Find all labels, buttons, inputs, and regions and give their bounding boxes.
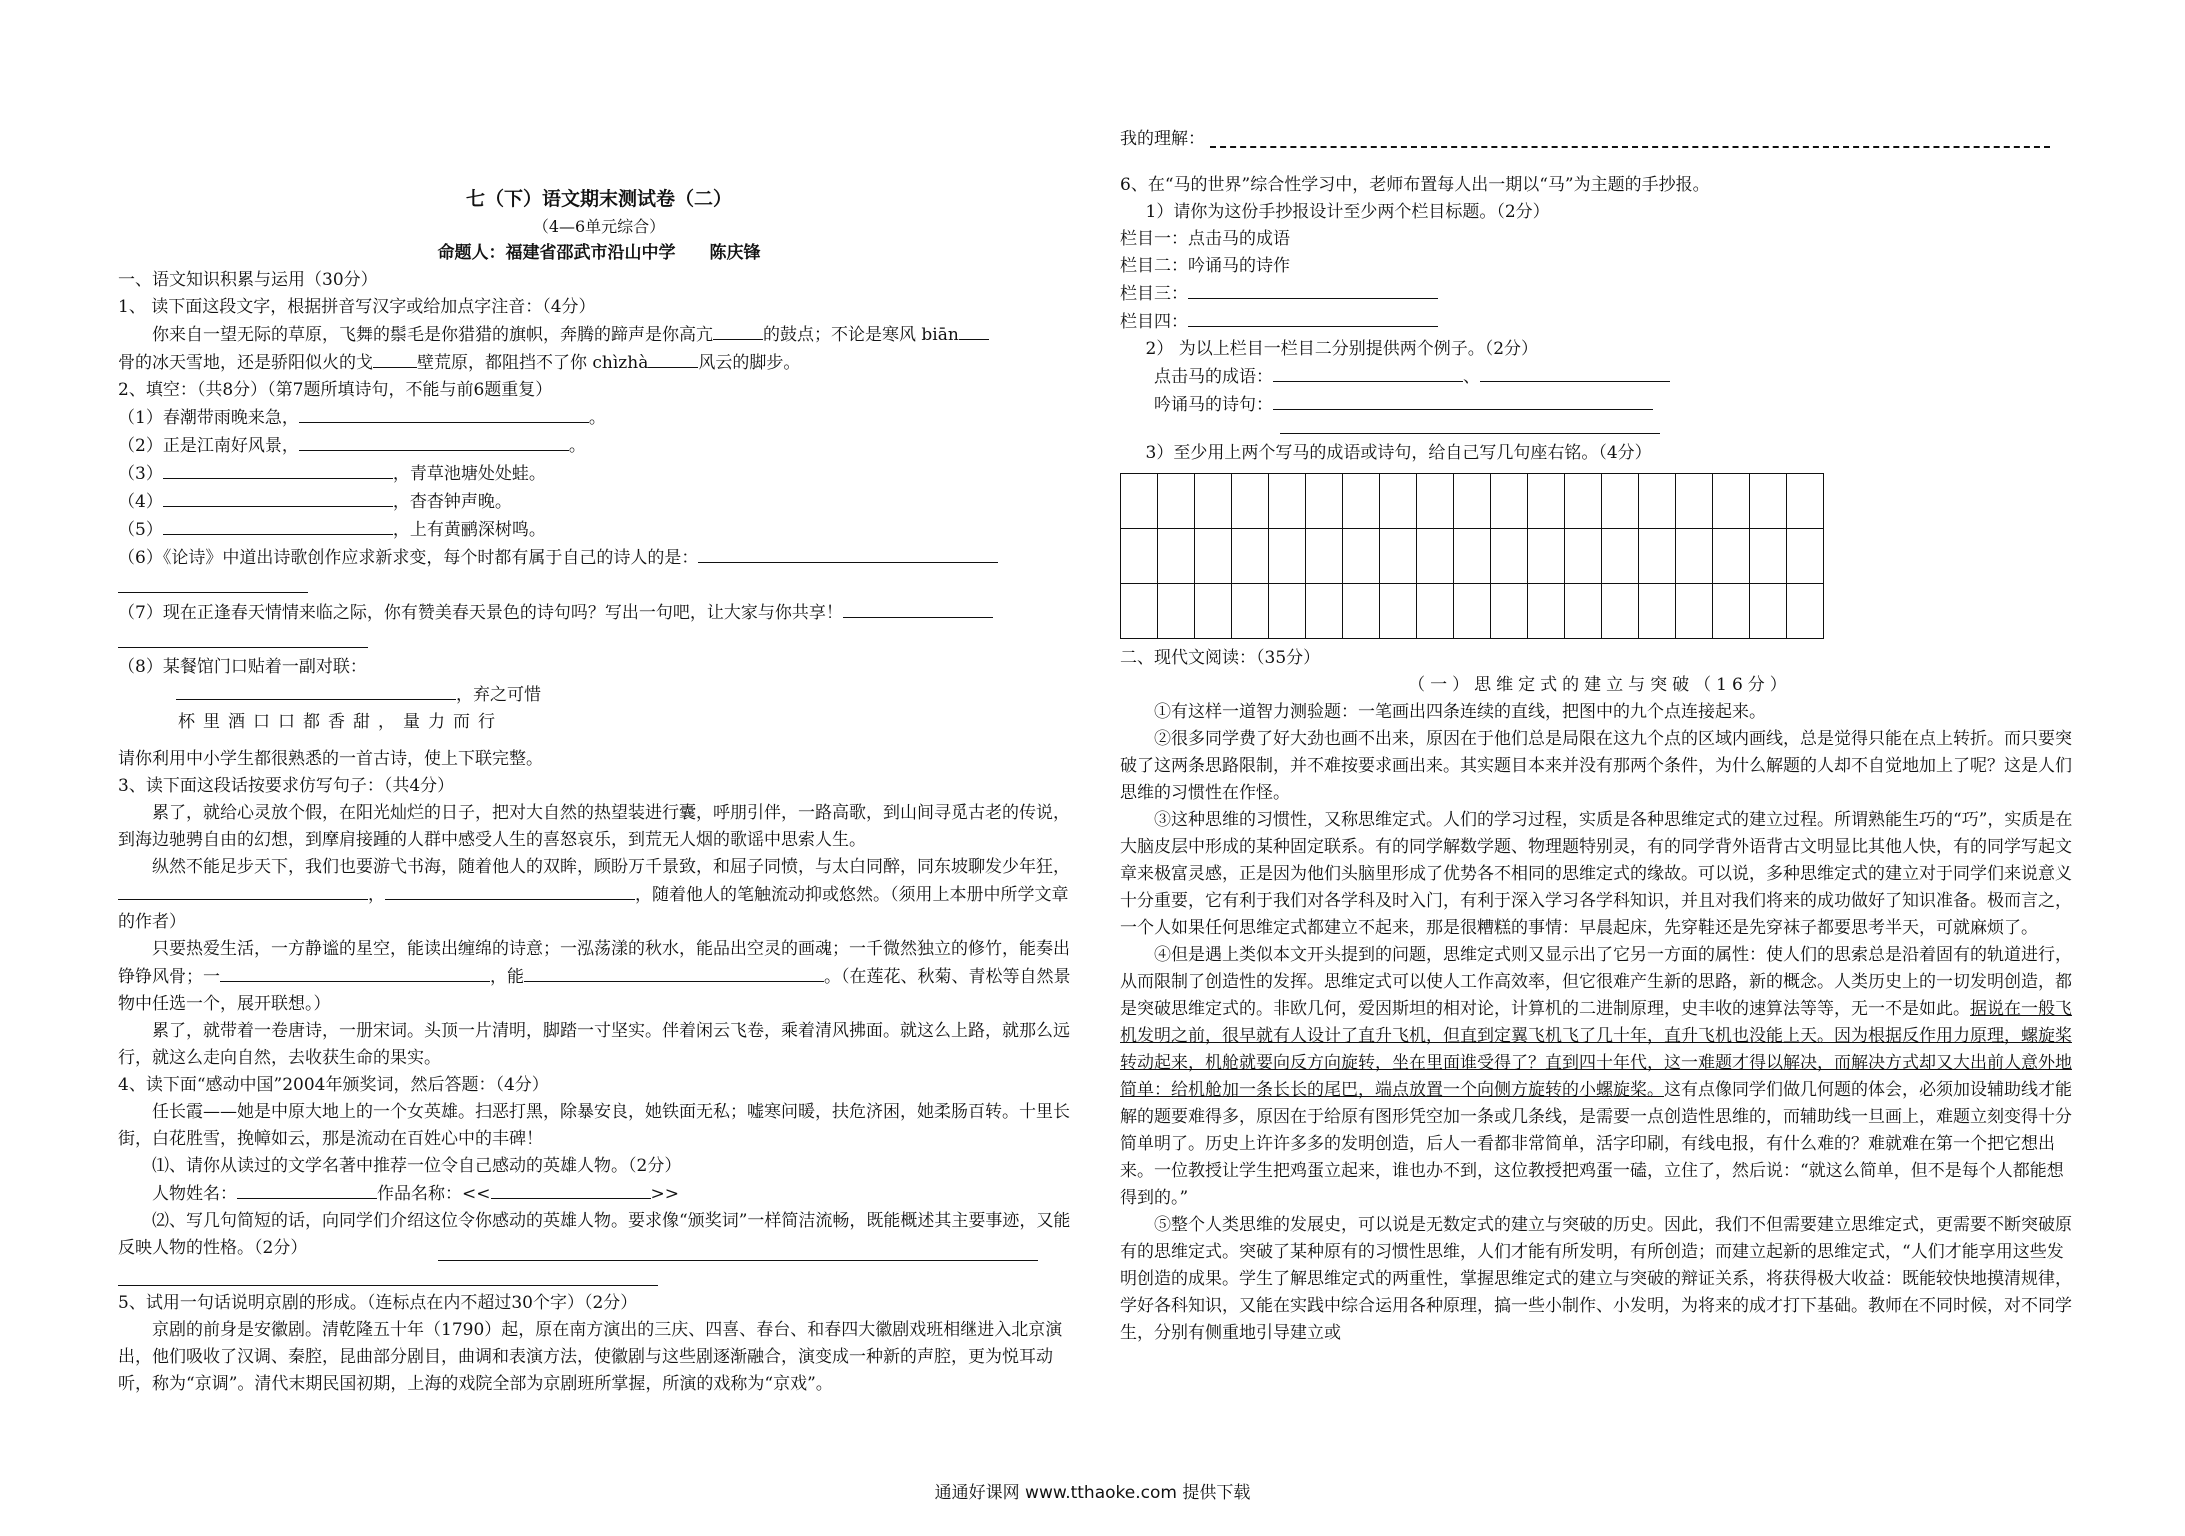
q2-item-4 bbox=[118, 488, 1080, 516]
q4-2: ⑵、写几句简短的话，向同学们介绍这位令你感动的英雄人物。要求像“颁奖词”一样简洁流畅，既能概述其主要事迹，又能反映人物的性格。（2分） bbox=[118, 1211, 1071, 1258]
para-4-a: ④但是遇上类似本文开头提到的问题，思维定式则又显示出了它另一方面的属性：使人们的思索总是沿着固有的轨道进行，从而限制了创造性的发挥。思维定式可以使人工作高效率，但它很难产生新的思路，新的概念。人类历史上的一切发明创造，都是突破思维定式的。非欧几何，爱因斯坦的相对论，计算机的二进制原理，史丰收的速算法等等，无一不是如此。 bbox=[1120, 945, 2072, 1019]
writing-grid[interactable] bbox=[1120, 473, 1824, 639]
grid-cell[interactable] bbox=[1343, 529, 1380, 584]
q3-blank-1[interactable] bbox=[118, 881, 368, 900]
q3-blank-4[interactable] bbox=[524, 963, 824, 982]
grid-cell[interactable] bbox=[1528, 529, 1565, 584]
grid-row bbox=[1121, 584, 1824, 639]
q2-item-4-text: （4） bbox=[118, 492, 163, 512]
grid-cell[interactable] bbox=[1602, 584, 1639, 639]
couplet-line-2: 杯里酒口口都香甜，量力而行 bbox=[178, 712, 503, 732]
col-3-field[interactable] bbox=[1188, 280, 1438, 299]
grid-cell[interactable] bbox=[1565, 474, 1602, 529]
q2-blank-7[interactable] bbox=[843, 599, 993, 618]
q1-text-c: 骨的冰天雪地，还是骄阳似火的戈 bbox=[118, 353, 373, 373]
grid-cell[interactable] bbox=[1528, 474, 1565, 529]
grid-cell[interactable] bbox=[1158, 584, 1195, 639]
q1-text-d: 壁荒原，都阻挡不了你 chìzhà bbox=[417, 353, 649, 373]
q1-text bbox=[118, 321, 1080, 349]
q1-blank-3[interactable] bbox=[373, 349, 417, 368]
q2-item-2-text: （2）正是江南好风景， bbox=[118, 436, 299, 456]
q2-item-3-text: （3） bbox=[118, 464, 163, 484]
q2-item-2-tail: 。 bbox=[568, 436, 586, 456]
left-column bbox=[118, 186, 1080, 1398]
grid-cell[interactable] bbox=[1343, 584, 1380, 639]
grid-cell[interactable] bbox=[1787, 584, 1824, 639]
q4-p: 任长霞——她是中原大地上的一个女英雄。扫恶打黑，除暴安良，她铁面无私；嘘寒问暖，扶危济困，她柔肠百转。十里长街，白花胜雪，挽幛如云，那是流动在百姓心中的丰碑！ bbox=[118, 1102, 1070, 1149]
q3-p2-a: 纵然不能足步天下，我们也要游弋书海，随着他人的双眸，顾盼万千景致，和屈子同愤，与太白同醉，同东坡聊发少年狂， bbox=[152, 857, 1070, 877]
footer-source: 通通好课网 www.tthaoke.com 提供下载 bbox=[934, 1483, 1251, 1503]
grid-cell[interactable] bbox=[1602, 474, 1639, 529]
couplet-line-1 bbox=[118, 681, 1080, 709]
grid-cell[interactable] bbox=[1121, 584, 1158, 639]
grid-cell[interactable] bbox=[1195, 529, 1232, 584]
q2-item-2 bbox=[118, 432, 1080, 460]
para-4 bbox=[1120, 942, 2080, 1212]
grid-cell[interactable] bbox=[1306, 529, 1343, 584]
grid-cell[interactable] bbox=[1232, 584, 1269, 639]
poem-field-1[interactable] bbox=[1273, 391, 1653, 410]
grid-cell[interactable] bbox=[1417, 584, 1454, 639]
section1-heading: 一、语文知识积累与运用（30分） bbox=[118, 270, 378, 290]
poem-field-2[interactable] bbox=[1280, 419, 1660, 434]
grid-cell[interactable] bbox=[1232, 474, 1269, 529]
section2-heading: 二、现代文阅读：（35分） bbox=[1120, 648, 1321, 668]
q2-item-8: （8）某餐馆门口贴着一副对联： bbox=[118, 657, 367, 677]
q2-item-1-text: （1）春潮带雨晚来急， bbox=[118, 408, 299, 428]
q4-2-blank-2[interactable] bbox=[118, 1261, 658, 1286]
exam-author: 命题人：福建省邵武市沿山中学 陈庆锋 bbox=[437, 243, 761, 263]
q1-text-e: 风云的脚步。 bbox=[698, 353, 801, 373]
grid-cell[interactable] bbox=[1454, 474, 1491, 529]
grid-cell[interactable] bbox=[1380, 529, 1417, 584]
para-2: ②很多同学费了好大劲也画不出来，原因在于他们总是局限在这九个点的区域内画线，总是觉得只能在点上转折。而只要突破了这两条思路限制，并不难按要求画出来。其实题目本来并没有那两个条件，为什么解题的人却不自觉地加上了呢？这是人们思维的习惯性在作怪。 bbox=[1120, 729, 2072, 803]
grid-cell[interactable] bbox=[1676, 584, 1713, 639]
right-column bbox=[1120, 172, 2080, 1347]
q4-title: 4、读下面“感动中国”2004年颁奖词，然后答题：（4分） bbox=[118, 1075, 549, 1095]
grid-cell[interactable] bbox=[1787, 474, 1824, 529]
grid-cell[interactable] bbox=[1713, 474, 1750, 529]
idiom-label: 点击马的成语： bbox=[1154, 367, 1273, 387]
grid-cell[interactable] bbox=[1121, 529, 1158, 584]
para-5: ⑤整个人类思维的发展史，可以说是无数定式的建立与突破的历史。因此，我们不但需要建立思维定式，更需要不断突破原有的思维定式。突破了某种原有的习惯性思维，人们才能有所发明，有所创造；而建立起新的思维定式，“人们才能享用这些发明创造的成果。学生了解思维定式的两重性，掌握思维定式的建立与突破的辩证关系，将获得极大收益：既能较快地摸清规律，学好各科知识，又能在实践中综合运用各种原理，搞一些小制作、小发明，为将来的成才打下基础。教师在不同时候，对不同学生，分别有侧重地引导建立或 bbox=[1120, 1215, 2072, 1343]
grid-cell[interactable] bbox=[1565, 529, 1602, 584]
grid-cell[interactable] bbox=[1491, 584, 1528, 639]
grid-cell[interactable] bbox=[1269, 584, 1306, 639]
grid-cell[interactable] bbox=[1602, 529, 1639, 584]
q4-name-field[interactable] bbox=[237, 1180, 377, 1199]
grid-cell[interactable] bbox=[1158, 474, 1195, 529]
q1-text-2 bbox=[118, 349, 1080, 377]
col-2: 栏目二：吟诵马的诗作 bbox=[1120, 256, 1290, 276]
q3-p3-b: ，能 bbox=[490, 967, 524, 987]
couplet-blank[interactable] bbox=[176, 681, 456, 700]
q2-item-1-tail: 。 bbox=[588, 408, 606, 428]
grid-cell[interactable] bbox=[1380, 474, 1417, 529]
q2-blank-4[interactable] bbox=[163, 488, 393, 507]
q3-p1: 累了，就给心灵放个假，在阳光灿烂的日子，把对大自然的热望装进行囊，呼朋引伴，一路高歌，到山间寻觅古老的传说，到海边驰骋自由的幻想，到摩肩接踵的人群中感受人生的喜怒哀乐，到荒无人烟的歌谣中思索人生。 bbox=[118, 803, 1070, 850]
grid-cell[interactable] bbox=[1195, 474, 1232, 529]
q6-3: 3）至少用上两个写马的成语或诗句，给自己写几句座右铭。（4分） bbox=[1145, 443, 1652, 463]
q2-blank-6[interactable] bbox=[698, 544, 998, 563]
q3-blank-2[interactable] bbox=[385, 881, 635, 900]
q4-1: ⑴、请你从读过的文学名著中推荐一位令自己感动的英雄人物。（2分） bbox=[152, 1156, 682, 1176]
col-4-label: 栏目四： bbox=[1120, 312, 1188, 332]
q6-2: 2） 为以上栏目一栏目二分别提供两个例子。（2分） bbox=[1145, 339, 1539, 359]
q2-item-5 bbox=[118, 516, 1080, 544]
q3-p3-a: 只要热爱生活，一方静谧的星空，能读出缠绵的诗意；一泓荡漾的秋水，能品出空灵的画魂；一千微然独立的修竹，能奏出铮铮风骨；一 bbox=[118, 939, 1070, 987]
understanding-blank[interactable] bbox=[1210, 132, 2050, 148]
q2-item-6 bbox=[118, 544, 1080, 572]
grid-cell[interactable] bbox=[1380, 584, 1417, 639]
grid-cell[interactable] bbox=[1454, 529, 1491, 584]
para-3: ③这种思维的习惯性，又称思维定式。人们的学习过程，实质是各种思维定式的建立过程。所谓熟能生巧的“巧”，实质是在大脑皮层中形成的某种固定联系。有的同学解数学题、物理题特别灵，有的同学背外语背古文明显比其他人快，有的同学写起文章来极富灵感，正是因为他们头脑里形成了优势各不相同的思维定式的缘故。可以说，多种思维定式的建立对于同学们来说意义十分重要，它有利于我们对各学科及时入门，有利于深入学习各学科知识，并且对我们将来的成功做好了知识准备。极而言之，一个人如果任何思维定式都建立不起来，那是很糟糕的事情：早晨起床，先穿鞋还是先穿袜子都要思考半天，可就麻烦了。 bbox=[1120, 810, 2073, 938]
col-3 bbox=[1120, 280, 2080, 308]
q3-blank-3[interactable] bbox=[220, 963, 490, 982]
q1-text-a: 你来自一望无际的草原，飞舞的鬃毛是你猎猎的旗帜，奔腾的蹄声是你高亢 bbox=[152, 325, 713, 345]
grid-cell[interactable] bbox=[1639, 584, 1676, 639]
q2-item-7 bbox=[118, 599, 1080, 627]
exam-subtitle: （4—6单元综合） bbox=[532, 217, 666, 236]
grid-cell[interactable] bbox=[1750, 584, 1787, 639]
q3-p2: 纵然不能足步天下，我们也要游弋书海，随着他人的双眸，顾盼万千景致，和屈子同愤，与太白同醉，同东坡聊发少年狂，， ，随着他人的笔触流动抑或悠然。（须用上本册中所学文章的作者） bbox=[118, 857, 1070, 932]
article-title: （一）思维定式的建立与突破（16分） bbox=[1408, 675, 1792, 695]
q3-p2-b: ，随着他人的笔触流动抑或悠然。（须用上本册中所学文章的作者） bbox=[118, 885, 1069, 932]
grid-cell[interactable] bbox=[1269, 474, 1306, 529]
q4-work-end: >> bbox=[650, 1184, 679, 1204]
q3-p3 bbox=[118, 936, 1080, 1018]
q2-blank-1[interactable] bbox=[299, 404, 589, 423]
grid-cell[interactable] bbox=[1676, 529, 1713, 584]
q6-title: 6、在“马的世界”综合性学习中，老师布置每人出一期以“马”为主题的手抄报。 bbox=[1120, 175, 1710, 195]
q5-p: 京剧的前身是安徽剧。清乾隆五十年（1790）起，原在南方演出的三庆、四喜、春台、和春四大徽剧戏班相继进入北京演出，他们吸收了汉调、秦腔，昆曲部分剧目，曲调和表演方法，使徽剧与这些剧逐渐融合，演变成一种新的声腔，更为悦耳动听，称为“京调”。清代末期民国初期，上海的戏院全部为京剧班所掌握，所演的戏称为“京戏”。 bbox=[118, 1320, 1063, 1394]
q4-fields bbox=[118, 1180, 1080, 1208]
grid-cell[interactable] bbox=[1713, 584, 1750, 639]
col-3-label: 栏目三： bbox=[1120, 284, 1188, 304]
q2-blank-5[interactable] bbox=[163, 516, 393, 535]
grid-cell[interactable] bbox=[1528, 584, 1565, 639]
col-4 bbox=[1120, 308, 2080, 336]
grid-row bbox=[1121, 529, 1824, 584]
grid-cell[interactable] bbox=[1306, 474, 1343, 529]
idiom-field-1[interactable] bbox=[1273, 363, 1463, 382]
grid-cell[interactable] bbox=[1787, 529, 1824, 584]
q3-p3-c: 。（在莲花、秋菊、青松等自然景物中任选一个，展开联想。） bbox=[118, 967, 1071, 1014]
q2-blank-2[interactable] bbox=[299, 432, 569, 451]
grid-cell[interactable] bbox=[1158, 529, 1195, 584]
grid-cell[interactable] bbox=[1417, 474, 1454, 529]
grid-cell[interactable] bbox=[1639, 474, 1676, 529]
q6-1: 1）请你为这份手抄报设计至少两个栏目标题。（2分） bbox=[1145, 202, 1550, 222]
q2-8-ask: 请你利用中小学生都很熟悉的一首古诗，使上下联完整。 bbox=[118, 749, 543, 769]
para-4-b: 这有点像同学们做几何题的体会，必须加设辅助线才能解的题要难得多，原因在于给原有图形凭空加一条或几条线，是需要一点创造性思维的，而辅助线一旦画上，难题立刻变得十分简单明了。历史上许许多多的发明创造，后人一看都非常简单，活字印刷，有线电报，有什么难的？难就难在第一个把它想出来。一位教授让学生把鸡蛋立起来，谁也办不到，这位教授把鸡蛋一磕，立住了，然后说：“就这么简单，但不是每个人都能想得到的。” bbox=[1120, 1080, 2072, 1208]
col-1: 栏目一：点击马的成语 bbox=[1120, 229, 1290, 249]
q3-title: 3、读下面这段话按要求仿写句子：（共4分） bbox=[118, 776, 455, 796]
grid-row bbox=[1121, 474, 1824, 529]
q4-work-label: 作品名称：<< bbox=[377, 1184, 491, 1204]
grid-cell[interactable] bbox=[1713, 529, 1750, 584]
grid-cell[interactable] bbox=[1750, 474, 1787, 529]
col-4-field[interactable] bbox=[1188, 308, 1438, 327]
grid-cell[interactable] bbox=[1195, 584, 1232, 639]
q2-blank-3[interactable] bbox=[163, 460, 393, 479]
grid-cell[interactable] bbox=[1232, 529, 1269, 584]
exam-title: 七（下）语文期末测试卷（二） bbox=[465, 188, 732, 210]
grid-cell[interactable] bbox=[1306, 584, 1343, 639]
q1-blank-4[interactable] bbox=[648, 349, 698, 368]
grid-cell[interactable] bbox=[1491, 474, 1528, 529]
para-4-underlined: 据说在一般飞机发明之前，很早就有人设计了直升飞机，但直到定翼飞机飞了几十年，直升飞机也没能上天。因为根据反作用力原理，螺旋桨转动起来，机舱就要向反方向旋转，坐在里面谁受得了？直到四十年代，这一难题才得以解决，而解决方式却又大出前人意外地简单：给机舱加一条长长的尾巴，端点放置一个向侧方旋转的小螺旋桨。 bbox=[1120, 999, 2072, 1100]
grid-cell[interactable] bbox=[1343, 474, 1380, 529]
para-1: ①有这样一道智力测验题：一笔画出四条连续的直线，把图中的九个点连接起来。 bbox=[1154, 702, 1766, 722]
q2-item-1 bbox=[118, 404, 1080, 432]
grid-cell[interactable] bbox=[1750, 529, 1787, 584]
grid-cell[interactable] bbox=[1639, 529, 1676, 584]
idiom-field-2[interactable] bbox=[1480, 363, 1670, 382]
grid-cell[interactable] bbox=[1491, 529, 1528, 584]
q1-blank-1[interactable] bbox=[713, 321, 763, 340]
grid-cell[interactable] bbox=[1269, 529, 1306, 584]
q2-item-6-text: （6）《论诗》中道出诗歌创作应求新求变，每个时都有属于自己的诗人的是： bbox=[118, 548, 699, 568]
q2-blank-6b[interactable] bbox=[118, 572, 308, 593]
q1-title: 1、 读下面这段文字，根据拼音写汉字或给加点字注音：（4分） bbox=[118, 297, 596, 317]
grid-cell[interactable] bbox=[1454, 584, 1491, 639]
q2-item-5-text: （5） bbox=[118, 520, 163, 540]
q3-p4: 累了，就带着一卷唐诗，一册宋词。头顶一片清明，脚踏一寸坚实。伴着闲云飞卷，乘着清风拂面。就这么上路，就那么远行，就这么走向自然，去收获生命的果实。 bbox=[118, 1021, 1070, 1068]
understanding-line bbox=[1120, 124, 2080, 149]
grid-cell[interactable] bbox=[1121, 474, 1158, 529]
q2-item-3 bbox=[118, 460, 1080, 488]
q2-blank-7b[interactable] bbox=[118, 627, 368, 648]
grid-cell[interactable] bbox=[1417, 529, 1454, 584]
q2-item-4-tail: ，杳杳钟声晚。 bbox=[392, 492, 512, 512]
q4-name-label: 人物姓名： bbox=[152, 1184, 237, 1204]
q2-title: 2、填空：（共8分）（第7题所填诗句，不能与前6题重复） bbox=[118, 380, 553, 400]
grid-cell[interactable] bbox=[1676, 474, 1713, 529]
idiom-line: 点击马的成语： 、 bbox=[1120, 363, 2080, 391]
q4-2-blank-1[interactable] bbox=[438, 1236, 1038, 1261]
q1-blank-2[interactable] bbox=[959, 321, 989, 340]
q4-work-field[interactable] bbox=[491, 1180, 651, 1199]
q5-title: 5、试用一句话说明京剧的形成。（连标点在内不超过30个字）（2分） bbox=[118, 1293, 638, 1313]
q2-item-3-tail: ，青草池塘处处蛙。 bbox=[392, 464, 546, 484]
poem-line bbox=[1120, 391, 2080, 419]
q2-item-7-text: （7）现在正逢春天情情来临之际，你有赞美春天景色的诗句吗？写出一句吧，让大家与你共享！ bbox=[118, 603, 843, 623]
q1-text-b: 的鼓点；不论是寒风 biān bbox=[763, 325, 959, 345]
q2-item-5-tail: ，上有黄鹂深树鸣。 bbox=[392, 520, 546, 540]
grid-cell[interactable] bbox=[1565, 584, 1602, 639]
understanding-label: 我的理解： bbox=[1120, 129, 1205, 149]
couplet-1-tail: ，弃之可惜 bbox=[456, 685, 541, 705]
poem-label: 吟诵马的诗句： bbox=[1154, 395, 1273, 415]
